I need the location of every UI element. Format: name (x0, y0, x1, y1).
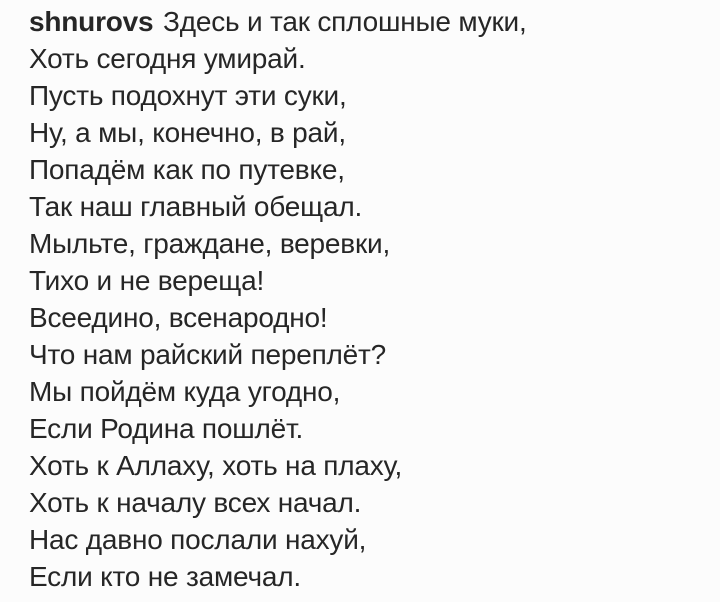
caption-line: Хоть сегодня умирай. (29, 43, 306, 74)
caption-line: Всеедино, всенародно! (29, 302, 328, 333)
caption-line: Что нам райский переплёт? (29, 339, 387, 370)
caption-line-first (29, 3, 700, 40)
caption-line: Если Родина пошлёт. (29, 413, 304, 444)
caption-line: Попадём как по путевке, (29, 154, 345, 185)
caption-line: Мы пойдём куда угодно, (29, 376, 341, 407)
caption-line: Хоть к Аллаху, хоть на плаху, (29, 450, 403, 481)
username-link[interactable]: shnurovs (29, 6, 154, 37)
caption-line: Тихо и не вереща! (29, 265, 265, 296)
caption-line: Нас давно послали нахуй, (29, 524, 367, 555)
caption-line: Хоть к началу всех начал. (29, 487, 362, 518)
caption-line: Мыльте, граждане, веревки, (29, 228, 391, 259)
caption-line: Если кто не замечал. (29, 561, 301, 592)
caption-line: Ну, а мы, конечно, в рай, (29, 117, 346, 148)
caption-line: Пусть подохнут эти суки, (29, 80, 347, 111)
caption-first-line-text: Здесь и так сплошные муки, (163, 6, 527, 37)
caption-line: Так наш главный обещал. (29, 191, 363, 222)
